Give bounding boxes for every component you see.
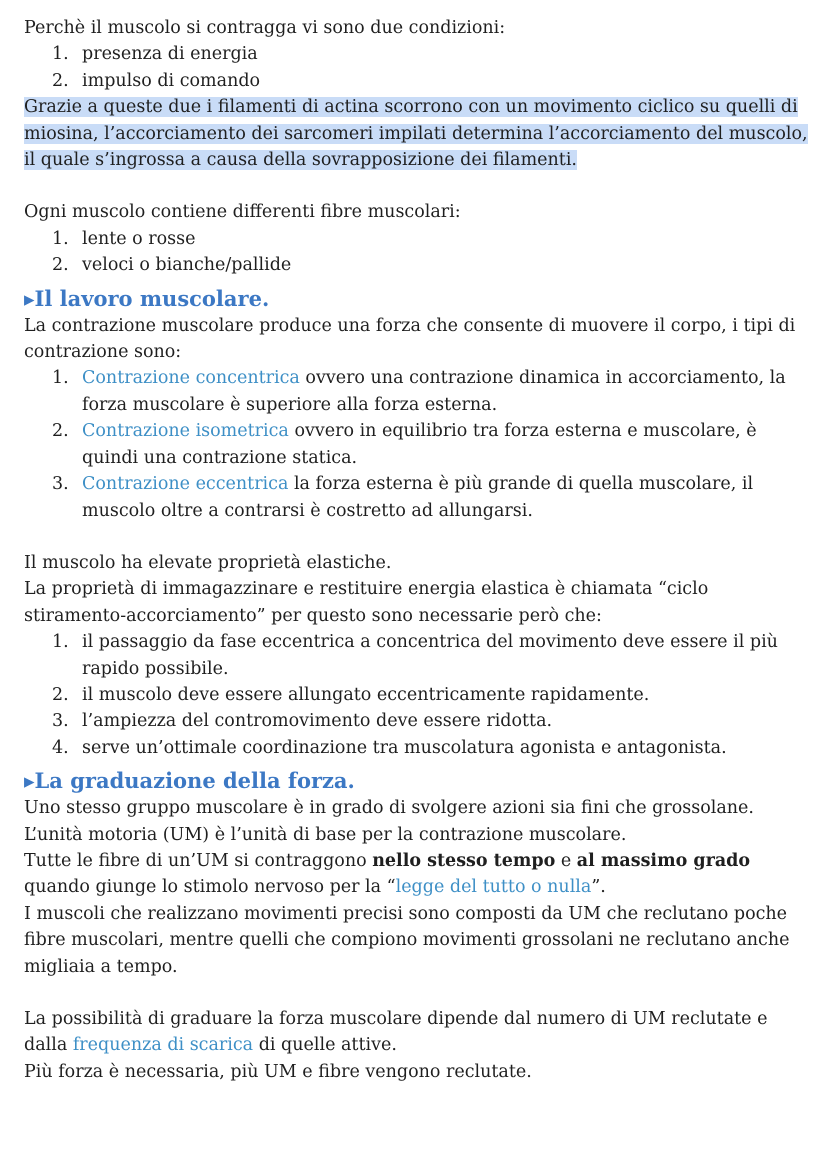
paragraph-motor-unit: L’unità motoria (UM) è l’unità di base per la contrazione muscolare. bbox=[24, 824, 627, 845]
list-item: 3. Contrazione eccentrica la forza esterna è più grande di quella muscolare, il muscolo oltre a contrarsi è costretto ad allungarsi. bbox=[52, 474, 754, 521]
paragraph-conditions: Perchè il muscolo si contragga vi sono due condizioni: bbox=[24, 18, 506, 38]
list-item: 2. il muscolo deve essere allungato eccentricamente rapidamente. bbox=[52, 684, 650, 705]
paragraph-fibres: Ogni muscolo contiene differenti fibre muscolari: bbox=[24, 202, 461, 223]
list-item: 1. presenza di energia bbox=[52, 44, 258, 65]
heading-force-graduation: ▸La graduazione della forza. bbox=[24, 768, 355, 794]
paragraph-contraction: La contrazione muscolare produce una forza che consente di muovere il corpo, i tipi di contrazione sono: bbox=[24, 315, 796, 363]
term-concentric[interactable]: Contrazione concentrica bbox=[82, 368, 300, 389]
list-item: 2. veloci o bianche/pallide bbox=[52, 255, 292, 276]
term-isometric[interactable]: Contrazione isometrica bbox=[82, 421, 289, 442]
heading-muscle-work: ▸Il lavoro muscolare. bbox=[24, 285, 270, 311]
paragraph-more-force: Più forza è necessaria, più UM e fibre vengono reclutate. bbox=[24, 1061, 532, 1082]
list-item: 2. impulso di comando bbox=[52, 70, 261, 91]
term-eccentric[interactable]: Contrazione eccentrica bbox=[82, 474, 289, 495]
list-item: 3. l’ampiezza del contromovimento deve essere ridotta. bbox=[52, 711, 553, 732]
highlighted-paragraph[interactable]: Grazie a queste due i filamenti di actina scorrono con un movimento ciclico su quelli di miosina, l’accorciamento dei sarcomeri impilati determina l’accorciamento del muscolo, il quale s’ingrossa a causa della sovrapposizione dei filamenti. bbox=[24, 97, 808, 171]
paragraph-same-group: Uno stesso gruppo muscolare è in grado di svolgere azioni sia fini che grossolane. bbox=[24, 798, 754, 819]
list-contraction-types bbox=[24, 365, 808, 523]
paragraph-graduate-force: La possibilità di graduare la forza muscolare dipende dal numero di UM reclutate e dalla frequenza di scarica di quelle attive. bbox=[24, 1009, 768, 1056]
list-item: 1. Contrazione concentrica ovvero una contrazione dinamica in accorciamento, la forza muscolare è superiore alla forza esterna. bbox=[52, 368, 786, 415]
paragraph-precise-movements: I muscoli che realizzano movimenti precisi sono composti da UM che reclutano poche fibre muscolari, mentre quelli che compiono movimenti grossolani ne reclutano anche migliaia a tempo. bbox=[24, 903, 790, 977]
list-item: 1. il passaggio da fase eccentrica a concentrica del movimento deve essere il più rapido possibile. bbox=[52, 632, 778, 679]
paragraph-stretch-cycle: La proprietà di immagazzinare e restituire energia elastica è chiamata “ciclo stiramento-accorciamento” per questo sono necessarie però che: bbox=[24, 579, 709, 626]
list-fibres bbox=[24, 226, 808, 279]
list-requirements bbox=[24, 629, 808, 761]
link-discharge-frequency[interactable]: frequenza di scarica bbox=[72, 1035, 254, 1056]
paragraph-elastic: Il muscolo ha elevate proprietà elastiche. bbox=[24, 552, 392, 573]
list-item: 1. lente o rosse bbox=[52, 228, 196, 249]
link-all-or-nothing-law[interactable]: legge del tutto o nulla bbox=[395, 877, 592, 898]
list-conditions bbox=[24, 41, 808, 94]
list-item: 4. serve un’ottimale coordinazione tra muscolatura agonista e antagonista. bbox=[52, 737, 727, 758]
list-item: 2. Contrazione isometrica ovvero in equilibrio tra forza esterna e muscolare, è quindi una contrazione statica. bbox=[52, 421, 757, 468]
paragraph-all-or-nothing: Tutte le fibre di un’UM si contraggono nello stesso tempo e al massimo grado quando giunge lo stimolo nervoso per la “legge del tutto o nulla”. bbox=[24, 850, 751, 898]
